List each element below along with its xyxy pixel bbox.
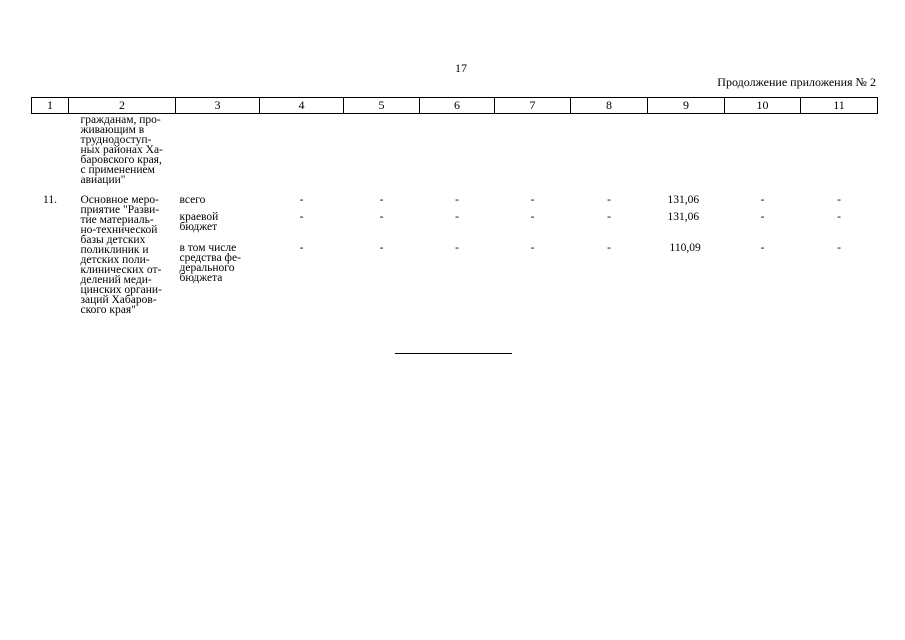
cell-value: - xyxy=(299,194,304,206)
cell-value: - xyxy=(760,242,765,254)
end-divider xyxy=(395,353,512,354)
cell-value: - xyxy=(837,210,841,223)
cell-value: - xyxy=(455,242,459,254)
appendix-table xyxy=(31,97,878,315)
funding-source: в том числе средства фе- дерального бюджета xyxy=(179,242,241,284)
column-header: 1 xyxy=(32,98,69,114)
cell-value: 131,06 xyxy=(667,210,700,223)
cell-value: - xyxy=(837,194,841,206)
cell-value: - xyxy=(299,242,304,254)
table-row xyxy=(32,193,878,212)
item-number: 11. xyxy=(43,194,57,206)
cell-value: - xyxy=(379,210,384,223)
column-header: 6 xyxy=(420,98,495,114)
column-number-row xyxy=(32,98,878,114)
cell-value: 131,06 xyxy=(667,194,700,206)
cell-value: - xyxy=(607,210,611,223)
cell-value: - xyxy=(299,210,304,223)
continued-row xyxy=(32,114,878,194)
cell-value: - xyxy=(607,194,611,206)
cell-value: - xyxy=(607,242,611,254)
funding-source: всего xyxy=(179,194,206,206)
cell-value: - xyxy=(455,210,459,223)
column-header: 8 xyxy=(571,98,648,114)
cell-value: - xyxy=(530,210,535,223)
cell-value: - xyxy=(455,194,459,206)
continuation-label: Продолжение приложения № 2 xyxy=(717,75,876,89)
cell-value: 110,09 xyxy=(669,242,701,254)
measure-name: гражданам, про- живающим в труднодоступ- ных районах Ха- баровского края, с применением авиации" xyxy=(80,114,163,186)
cell-value: - xyxy=(760,194,765,206)
funding-source: краевой бюджет xyxy=(179,210,219,233)
measure-name: Основное меро- приятие "Разви- тие материаль- но-технической базы детских поликлиник и детских поли- клинических от- делений меди- цинских органи- заций Хабаров- ского края" xyxy=(80,194,162,316)
column-header: 5 xyxy=(344,98,420,114)
column-header: 2 xyxy=(69,98,176,114)
cell-value: - xyxy=(760,210,765,223)
page-number: 17 xyxy=(455,61,467,75)
column-header: 9 xyxy=(648,98,725,114)
cell-value: - xyxy=(530,194,535,206)
cell-value: - xyxy=(379,242,384,254)
cell-value: - xyxy=(837,242,841,254)
column-header: 3 xyxy=(176,98,260,114)
cell-value: - xyxy=(379,194,384,206)
column-header: 4 xyxy=(260,98,344,114)
cell-value: - xyxy=(530,242,535,254)
column-header: 11 xyxy=(801,98,878,114)
column-header: 10 xyxy=(725,98,801,114)
column-header: 7 xyxy=(495,98,571,114)
